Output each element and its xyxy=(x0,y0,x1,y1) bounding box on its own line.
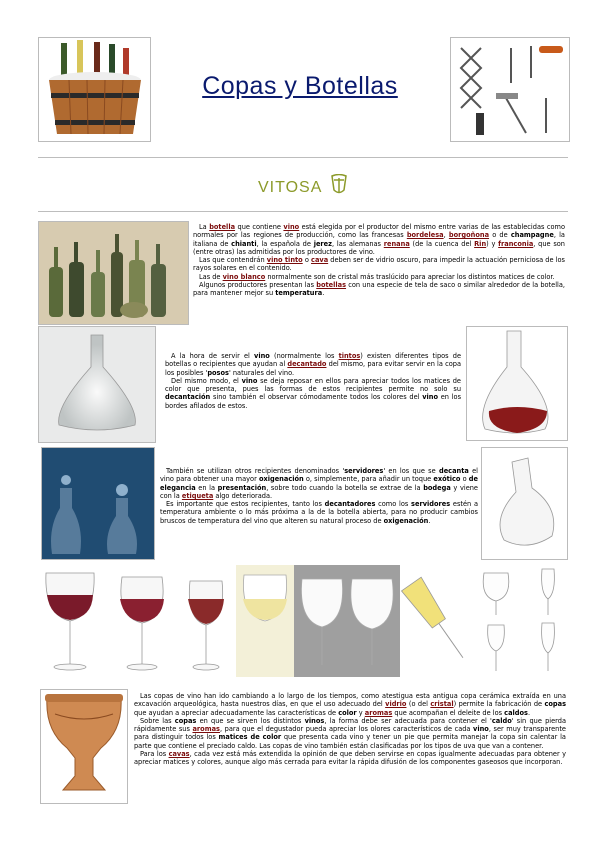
paragraph xyxy=(134,692,566,717)
text-run: como los xyxy=(375,500,412,509)
paragraph xyxy=(134,717,566,750)
paragraph xyxy=(193,223,565,256)
paragraph xyxy=(165,377,461,410)
text-run: se deja reposar en ellos para apreciar todos los matices de color que presenta, pues las formas de estos recipientes permite no solo su xyxy=(165,376,461,394)
glossary-link[interactable]: vino blanco xyxy=(222,272,266,281)
bold-term: servidores xyxy=(411,500,451,509)
text-run: , la forma debe ser adecuada para contener el ' xyxy=(324,716,492,725)
text-run: y xyxy=(356,708,365,717)
glossary-link[interactable]: borgoñona xyxy=(448,231,490,240)
glossary-link[interactable]: cristal xyxy=(430,700,454,709)
text-run: Es importante que estos recipientes, tanto los xyxy=(166,500,325,509)
text-run: o de xyxy=(489,231,511,240)
text-run: sino también el observar cómodamente todos los colores del xyxy=(210,393,423,402)
section-4-text xyxy=(134,692,566,767)
text-run: También se utilizan otros recipientes denominados ' xyxy=(166,467,345,475)
text-run: Las que contendrán xyxy=(199,256,267,265)
text-run: , la española de xyxy=(256,239,314,248)
vitosa-logo[interactable] xyxy=(258,174,349,197)
bold-term: posos xyxy=(207,368,229,377)
text-run: , para que el degustador pueda apreciar los olores característicos de cada xyxy=(219,725,474,734)
bold-term: caldo xyxy=(491,716,512,725)
bold-term: caldos xyxy=(504,708,528,717)
text-run: Del mismo modo, el xyxy=(171,376,242,385)
text-run: , la italiana de xyxy=(193,231,565,248)
text-run: el vino para obtener una mayor xyxy=(160,467,478,484)
text-run: , sobre todo cuando la botella se extrae de la xyxy=(266,483,424,492)
paragraph xyxy=(160,467,478,500)
text-run: Algunos productores presentan las xyxy=(199,281,317,290)
text-run: deben ser de vidrio oscuro, para impedir la actuación perniciosa de los rayos solares en el contenido. xyxy=(193,256,565,273)
bold-term: oxigenación xyxy=(258,475,304,484)
glossary-link[interactable]: cavas xyxy=(168,750,190,759)
text-run: , ser muy transparente para distinguir todos los xyxy=(134,725,566,742)
bold-term: presentación xyxy=(217,483,267,492)
wine-glasses-strip xyxy=(40,565,570,677)
paragraph xyxy=(193,273,565,281)
text-run: Las copas de vino han ido cambiando a lo largo de los tiempos, como atestigua esta antigua copa cerámica extraída en una excavación arqueológica, hasta nuestros días, en que el uso adecuado del xyxy=(134,692,566,709)
glossary-link[interactable]: etiqueta xyxy=(181,491,214,500)
bold-term: de elegancia xyxy=(160,475,478,492)
text-run: en los bordes afilados de estos. xyxy=(165,393,462,410)
glossary-link[interactable]: vino xyxy=(283,223,300,231)
text-run: ' sin que pierda rápidamente sus xyxy=(134,716,566,734)
text-run: que presenta cada vino y tener un pie que permita manejar la copa sin calentar la parte que contiene el preciado caldo. Las copas de vino también están clasificadas por los tipos de uva que van a contener. xyxy=(134,733,566,750)
text-run: o xyxy=(302,256,312,265)
paragraph xyxy=(193,281,565,298)
text-run: que contiene xyxy=(235,223,284,231)
glossary-link[interactable]: tintos xyxy=(338,352,361,360)
text-run: , xyxy=(443,231,449,240)
text-run: . xyxy=(428,516,431,525)
text-run: está elegida por el productor del mismo entre varias de las establecidas como normales por las regiones de producción, como las francesas xyxy=(193,223,566,240)
bold-term: vino xyxy=(254,352,270,360)
section-2-text xyxy=(165,352,461,410)
text-run: . xyxy=(322,289,325,298)
text-run: (de la cuenca del xyxy=(409,239,475,248)
glossary-link[interactable]: bordelesa xyxy=(406,231,444,240)
glossary-link[interactable]: aromas xyxy=(364,708,393,717)
bold-term: vino xyxy=(473,725,489,734)
text-run: que ayudan a apreciar adecuadamente las características de xyxy=(134,708,339,717)
ceramic-cup-image xyxy=(40,689,128,804)
decanter-image-left xyxy=(38,326,156,443)
servers-image xyxy=(41,447,155,560)
paragraph xyxy=(160,500,478,525)
text-run: o, simplemente, para añadir un toque xyxy=(303,475,434,484)
paragraph xyxy=(193,256,565,273)
bold-term: copas xyxy=(174,716,197,725)
bold-term: vinos xyxy=(304,716,325,725)
glossary-link[interactable]: decantado xyxy=(287,360,327,369)
bottles-image xyxy=(38,221,189,325)
bold-term: servidores xyxy=(344,467,384,475)
text-run: , cada vez está más extendida la opinión de que deben servirse en copas igualmente adecuadas para obtener y apreciar matices y colores, aunque algo más cerrada para evitar la rápida difusión de los componentes gaseosos que incorporan. xyxy=(134,750,566,767)
glossary-link[interactable]: cava xyxy=(311,256,329,265)
text-run: del mismo, para evitar servir en la copa los posibles ' xyxy=(165,360,461,377)
glossary-link[interactable]: botella xyxy=(209,223,236,231)
bold-term: vino xyxy=(422,393,438,402)
bold-term: vino xyxy=(241,376,258,385)
wine-bucket-image xyxy=(38,37,151,142)
text-run: ' naturales del vino. xyxy=(228,368,295,377)
text-run: Las de xyxy=(199,272,223,281)
text-run: en que se sirven los distintos xyxy=(196,716,305,725)
text-run: (o del xyxy=(406,700,431,709)
text-run: Para los xyxy=(140,750,169,759)
logo-text: VITOSA xyxy=(258,179,322,196)
text-run: que acompañan el deleite de los xyxy=(392,708,505,717)
glossary-link[interactable]: vidrio xyxy=(385,700,407,709)
bold-term: color xyxy=(338,708,357,717)
paragraph xyxy=(134,750,566,767)
bold-term: chianti xyxy=(231,239,257,248)
text-run: A la hora de servir el xyxy=(171,352,255,360)
text-run: en la xyxy=(195,483,218,492)
glossary-link[interactable]: renana xyxy=(383,239,410,248)
bold-term: decantadores xyxy=(324,500,376,509)
section-1-text xyxy=(193,223,565,298)
text-run: La xyxy=(199,223,210,231)
text-run: algo deteriorada. xyxy=(213,491,273,500)
glossary-link[interactable]: Rin xyxy=(474,239,487,248)
text-run: estén a temperatura ambiente o lo más próxima a la de la botella abierta, para no producir cambios bruscos de temperatura del vino que alteren su natural proceso de xyxy=(160,500,478,525)
corkscrews-image xyxy=(450,37,570,142)
text-run: ) permite la fabricación de xyxy=(453,700,545,709)
glossary-link[interactable]: franconia xyxy=(498,239,534,248)
text-run: (normalmente los xyxy=(269,352,339,360)
text-run: , que son (entre otras) las admitidas por los productores de vino. xyxy=(193,239,565,256)
section-3-text xyxy=(160,467,478,525)
text-run: y viene con la xyxy=(160,483,478,500)
glossary-link[interactable]: aromas xyxy=(192,725,220,734)
logo-icon xyxy=(329,174,349,196)
text-run: ' en los que se xyxy=(383,467,439,475)
bold-term: copas xyxy=(544,700,567,709)
bold-term: decanta xyxy=(438,467,469,475)
bold-term: temperatura xyxy=(275,289,323,298)
bold-term: champagne xyxy=(510,231,554,240)
page-title[interactable]: Copas y Botellas xyxy=(202,72,398,100)
glossary-link[interactable]: vino tinto xyxy=(266,256,303,265)
text-run: Sobre las xyxy=(140,716,175,725)
text-run: . xyxy=(527,708,531,717)
text-run: ) y xyxy=(486,239,499,248)
text-run: normalmente son de cristal más traslúcido para apreciar los distintos matices de color. xyxy=(265,272,555,281)
divider xyxy=(38,157,568,158)
bold-term: oxigenación xyxy=(383,516,429,525)
bold-term: decantación xyxy=(165,393,211,402)
decanter-image-right xyxy=(466,326,568,441)
bold-term: matices de color xyxy=(218,733,282,742)
bold-term: exótico xyxy=(433,475,461,484)
glossary-link[interactable]: botellas xyxy=(316,281,347,290)
text-run: ) existen diferentes tipos de botellas o recipientes que ayudan al xyxy=(165,352,461,369)
server-image-right xyxy=(481,447,568,560)
bold-term: jerez xyxy=(313,239,332,248)
divider xyxy=(38,211,568,212)
paragraph xyxy=(165,352,461,377)
text-run: con una especie de tela de saco o similar alrededor de la botella, para mantener mejor su xyxy=(193,281,565,298)
bold-term: bodega xyxy=(423,483,451,492)
text-run: o xyxy=(460,475,469,484)
text-run: , las alemanas xyxy=(332,239,384,248)
